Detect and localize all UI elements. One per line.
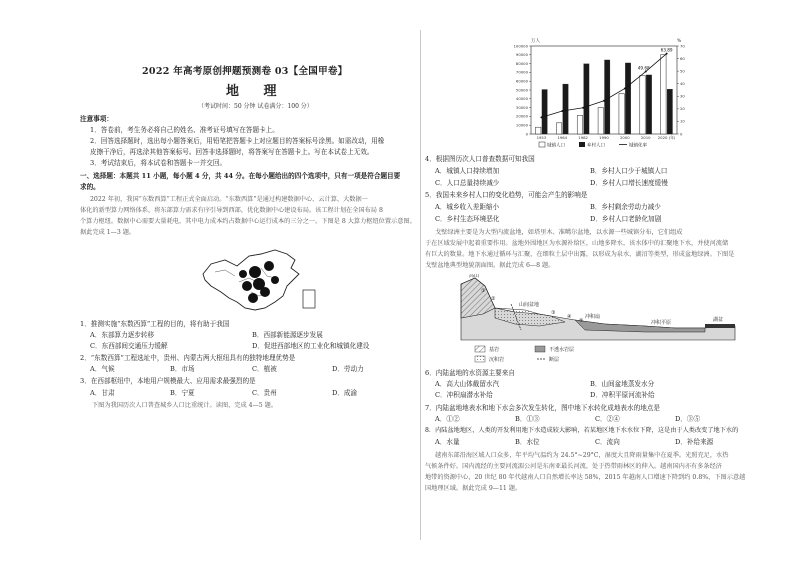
option[interactable]: B．市场 (170, 365, 195, 373)
hub-dot (260, 287, 270, 297)
y-tick-label-right: 20 (680, 106, 685, 112)
bar-urban (640, 75, 645, 134)
label-lake-basin: 湖盆 (713, 317, 724, 323)
legend-label: 乡村人口 (587, 143, 605, 149)
population-chart (505, 34, 695, 152)
bar-urban (661, 55, 666, 134)
legend-swatch-impermeable (535, 346, 545, 352)
option[interactable]: C．人口总量持续减少 (435, 179, 500, 187)
option[interactable]: D．成渝 (332, 389, 358, 397)
x-tick-label: 1953 (536, 135, 547, 140)
x-tick-label: 2010 (640, 135, 651, 140)
bar-urban (556, 123, 561, 134)
option[interactable]: D．乡村人口老龄化加剧 (590, 215, 662, 223)
rate-point (603, 100, 605, 102)
question-4-stem: 4．根据图历次人口普查数据可知我国 (425, 155, 535, 163)
y-tick-label-right: 40 (680, 81, 685, 87)
left-column (80, 0, 415, 562)
option[interactable]: D．③⑤ (675, 415, 701, 423)
option[interactable]: B．西部新能源逐步发展 (252, 331, 323, 339)
hub-dot (248, 293, 258, 303)
rate-point (666, 53, 668, 55)
option[interactable]: A．水量 (435, 438, 460, 446)
option[interactable]: B．山间盆地蒸发水分 (590, 380, 655, 388)
option[interactable]: B．水位 (515, 438, 540, 446)
note-item: 2．回答选择题时，选出每小题答案后，用铅笔把答题卡上对应题目的答案标号涂黑。如需改动，用橡 (90, 137, 385, 145)
option[interactable]: C．乡村生态环境恶化 (435, 215, 500, 223)
marker-4: ④ (567, 314, 572, 320)
bar-urban (577, 115, 582, 134)
question-7-stem: 7．内陆盆地地表水和地下水会多次发生转化，图中地下水转化成地表水的地点是 (425, 404, 660, 412)
option[interactable]: B．乡村剩余劳动力减少 (590, 203, 661, 211)
option[interactable]: D．促进西部地区的工业化和城镇化建设 (252, 342, 370, 350)
passage-line: 据此完成 1—3 题。 (80, 229, 136, 236)
south-china-sea-inset (303, 290, 315, 308)
y-tick-label-left: 70000 (515, 69, 528, 75)
y-tick-label-left: 90000 (515, 52, 528, 58)
china-hub-map (195, 246, 325, 316)
passage-line: 体化的新型算力网络体系，将东部算力需求有序引导到西部，优化数据中心建设布局。该工程计划在全国布局 8 (80, 207, 383, 214)
passage-line: 有巨大的数量。地下水通过循环与汇聚，在细粒土层中出露，以形成为泉水、湖沼等类型，形成盆地绿洲。下图是 (425, 251, 735, 258)
option[interactable]: A．①② (435, 415, 460, 423)
question-3-stem: 3．在西部枢纽中，本地用户规模最大、应用需求最强烈的是 (80, 377, 256, 385)
hub-dot (239, 270, 247, 278)
right-column (425, 0, 775, 562)
marker-1: ① (481, 288, 486, 294)
y-tick-label-left: 100000 (513, 43, 528, 49)
subject-title: 地 理 (226, 84, 287, 99)
bar-rural (667, 89, 672, 134)
passage-line: 越南东部沿海区域人口众多，年平均气温约为 24.5°~29°C，湿度大且降雨量集中在夏季。光照充足，水热 (435, 452, 729, 459)
rate-point (561, 110, 563, 112)
x-tick-label: 1982 (578, 135, 588, 140)
marker-5: ⑤ (579, 318, 584, 324)
label-alluvial-fan: 冲积扇 (585, 314, 601, 320)
passage-line: 2022 年初，我国“东数西算”工程正式全面启动。“东数西算”是通过构建数据中心、云计算、大数据一 (90, 196, 368, 203)
passage-line: 国地理区域。据此完成 9—11 题。 (425, 485, 522, 492)
bar-rural (563, 84, 568, 134)
label-mountain: 高山 (469, 274, 480, 279)
rate-point (624, 87, 626, 89)
y-tick-label-left: 60000 (515, 78, 528, 84)
passage-line: 气候条件好。国内流经的主要河流湄公河是东南亚最长河流，处于热带雨林区的伸入。越南国内亦有多条经济 (425, 463, 722, 470)
y-tick-label-left: 40000 (515, 96, 528, 102)
question-8-stem: 8．内陆盆地地区，人类的开发利用地下水造成较大影响，若某地区地下水水位下降，这是由于人类改变了地下水的 (425, 427, 739, 434)
option[interactable]: C．流向 (595, 438, 620, 446)
marker-2: ② (491, 296, 496, 302)
notes-heading: 注意事项： (80, 115, 113, 123)
passage-line: 地带的资源中心，20 世纪 80 年代越南人口自然增长率达 58%，2015 年越南人口增速下降到约 0.8%，下图示意越 (425, 474, 746, 481)
legend-swatch-urban (539, 142, 545, 147)
bar-rural (542, 90, 547, 134)
legend-label: 不透水岩层 (549, 347, 575, 353)
section1-heading: 一、选择题：本题共 11 小题，每小题 4 分，共 44 分。在每小题给出的四个选项中，只有一项是符合题目要 (80, 172, 401, 180)
legend-swatch-sediment (475, 356, 485, 362)
intro-4-5: 下图为我国历次人口普查城乡人口比重统计。读图，完成 4—5 题。 (92, 402, 278, 409)
x-axis (537, 135, 676, 140)
legend-label: 城镇人口 (547, 143, 565, 149)
option[interactable]: A．高大山体截留水汽 (435, 380, 500, 388)
hub-dot (264, 261, 274, 271)
option[interactable]: C．②④ (595, 415, 620, 423)
y-tick-label-right: 50 (680, 68, 685, 74)
option[interactable]: B．①③ (515, 415, 540, 423)
y-tick-label-right: 70 (680, 43, 685, 49)
x-tick-label: 1964 (557, 135, 568, 140)
passage-line: 戈壁绿洲主要是为大型内流盆地，如塔里木、准噶尔盆地，以水源一些城镇分布，它们组成 (435, 229, 683, 236)
option[interactable]: A．气候 (90, 365, 115, 373)
y-tick-label-right: 10 (680, 118, 685, 124)
rate-point (540, 116, 542, 118)
marker-3: ③ (551, 310, 556, 316)
question-5-stem: 5．我国未来乡村人口的变化趋势，可能会产生的影响是 (425, 191, 588, 199)
column-divider (420, 30, 421, 540)
note-item: 皮擦干净后，再选涂其他答案标号。回答非选择题时，将答案写在答题卡上。写在本试卷上无效。 (90, 148, 374, 156)
y-tick-label-left: 20000 (515, 113, 528, 119)
page-title: 2022 年高考原创押题预测卷 03【全国甲卷】 (142, 66, 348, 77)
y-tick-label-left: 0 (525, 131, 528, 137)
option[interactable]: B．乡村人口少于城镇人口 (590, 167, 668, 175)
bar-urban (619, 94, 624, 134)
bar-urban (598, 108, 603, 134)
question-6-stem: 6．内陆盆地的水资源主要来自 (425, 369, 515, 377)
option[interactable]: D．冲积平原河流补给 (590, 391, 655, 399)
legend-label: 沉积岩 (489, 357, 505, 363)
y-axis-right (677, 43, 685, 136)
legend-label: 断层 (549, 357, 560, 363)
lake-water (705, 324, 735, 328)
section1-heading-cont: 求的。 (80, 183, 100, 191)
y-tick-label-left: 50000 (515, 87, 528, 93)
rate-point (645, 71, 647, 73)
y-tick-label-left: 80000 (515, 60, 528, 66)
impermeable-layer (575, 320, 705, 332)
option[interactable]: A．城乡收入差距缩小 (435, 203, 500, 211)
y-tick-label-right: 30 (680, 93, 685, 99)
legend-label: 城镇化率 (629, 143, 647, 149)
hub-dot (249, 266, 261, 278)
option[interactable]: D．乡村人口增长速度缓慢 (590, 179, 668, 187)
left-unit-label: 万人 (531, 39, 540, 44)
option[interactable]: D．补给来源 (675, 438, 714, 446)
passage-line: 戈壁盆地典型地貌剖面图。据此完成 6—8 题。 (425, 262, 555, 269)
option[interactable]: C．植被 (252, 365, 277, 373)
question-1-stem: 1．推测实施“东数西算”工程的目的，将有助于我国 (80, 320, 230, 328)
exam-info: （考试时间：50 分钟 试卷满分：100 分） (198, 103, 313, 110)
hub-dot (271, 276, 279, 284)
bar-rural (605, 60, 610, 134)
y-tick-label-left: 10000 (515, 122, 528, 128)
bar-rural (625, 63, 630, 134)
data-label: 63.89 (660, 47, 673, 53)
data-label: 49.68 (637, 65, 650, 71)
question-2-stem: 2．“东数西算”工程选址中，贵州、内蒙古两大枢纽具有的独特地理优势是 (80, 354, 296, 362)
legend-label: 基岩 (489, 347, 500, 353)
x-tick-label: 2020 (年) (657, 135, 676, 140)
x-tick-label: 2000 (620, 135, 630, 140)
label-intermontane-basin: 山间盆地 (519, 302, 540, 308)
passage-line: 个算力枢纽。数据中心需要大量耗电，其中电力成本约占数据中心运行成本的三分之一。下图是 8 大算力枢纽位置示意图。 (80, 218, 416, 225)
basin-cross-section (455, 274, 751, 366)
label-alluvial-plain: 冲积平原 (651, 320, 672, 326)
bar-urban (536, 127, 541, 134)
option[interactable]: C．贵州 (252, 389, 277, 397)
option[interactable]: C．东西部间交通压力缓解 (90, 342, 168, 350)
hub-dot (242, 281, 252, 291)
rate-point (582, 107, 584, 109)
option[interactable]: C．冲积扇潜水补给 (435, 391, 493, 399)
option[interactable]: D．劳动力 (332, 365, 364, 373)
y-axis-left (514, 43, 532, 136)
option[interactable]: A．甘肃 (90, 389, 115, 397)
y-tick-label-left: 30000 (515, 104, 528, 110)
note-item: 1．答卷前，考生务必将自己的姓名、准考证号填写在答题卡上。 (90, 126, 279, 134)
option[interactable]: A．城镇人口持续增加 (435, 167, 500, 175)
legend-swatch-bedrock (475, 346, 485, 352)
bar-rural (646, 75, 651, 134)
legend-swatch-rural (579, 142, 585, 147)
legend (539, 142, 647, 149)
option[interactable]: A．东部算力逐步转移 (90, 331, 155, 339)
x-tick-label: 1990 (599, 135, 609, 140)
y-tick-label-right: 0 (680, 131, 683, 137)
option[interactable]: B．宁夏 (170, 389, 195, 397)
section-legend (475, 346, 574, 363)
note-item: 3．考试结束后，将本试卷和答题卡一并交回。 (90, 159, 227, 167)
bar-rural (584, 64, 589, 134)
plot-frame (531, 46, 677, 134)
right-unit-label: % (677, 39, 682, 44)
y-tick-label-right: 60 (680, 55, 685, 61)
passage-line: 于在区域发展中起着重要作用。盆地外围地区为水源补给区，山地多降水，该水体中的汇聚地下水，并使河流储 (425, 240, 729, 247)
